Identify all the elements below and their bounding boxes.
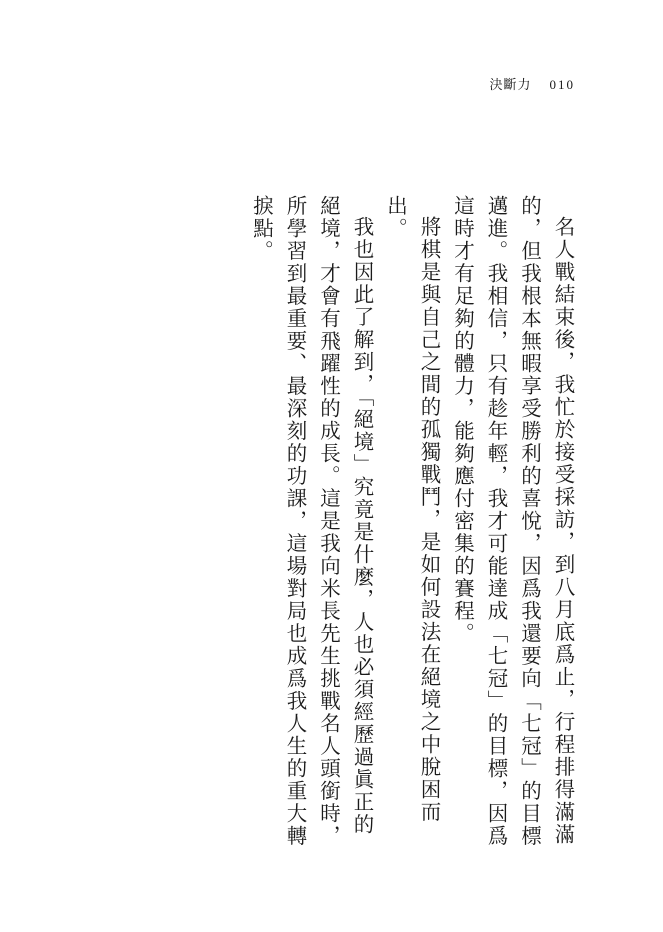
page-number: 010 — [549, 77, 575, 92]
paragraph-1: 名人戰結束後，我忙於接受採訪，到八月底爲止，行程排得滿滿的，但我根本無暇享受勝利的喜悅，因爲我還要向「七冠」的目標邁進。我相信，只有趁年輕，我才可能達成「七冠」的目標，因爲這時才有足夠的體力，能夠應付密集的賽程。 — [450, 195, 575, 848]
running-title: 決斷力 — [489, 78, 532, 93]
body-text — [244, 195, 579, 855]
paragraph-2: 將棋是與自己之間的孤獨戰鬥，是如何設法在絕境之中脫困而出。 — [383, 195, 441, 823]
page-header — [489, 74, 575, 93]
paragraph-3: 我也因此了解到，「絕境」究竟是什麼，人也必須經歷過眞正的絕境，才會有飛躍性的成長。這是我向米長先生挑戰名人頭銜時，所學習到最重要、最深刻的功課，這場對局也成爲我人生的重大轉捩點。 — [249, 195, 374, 848]
